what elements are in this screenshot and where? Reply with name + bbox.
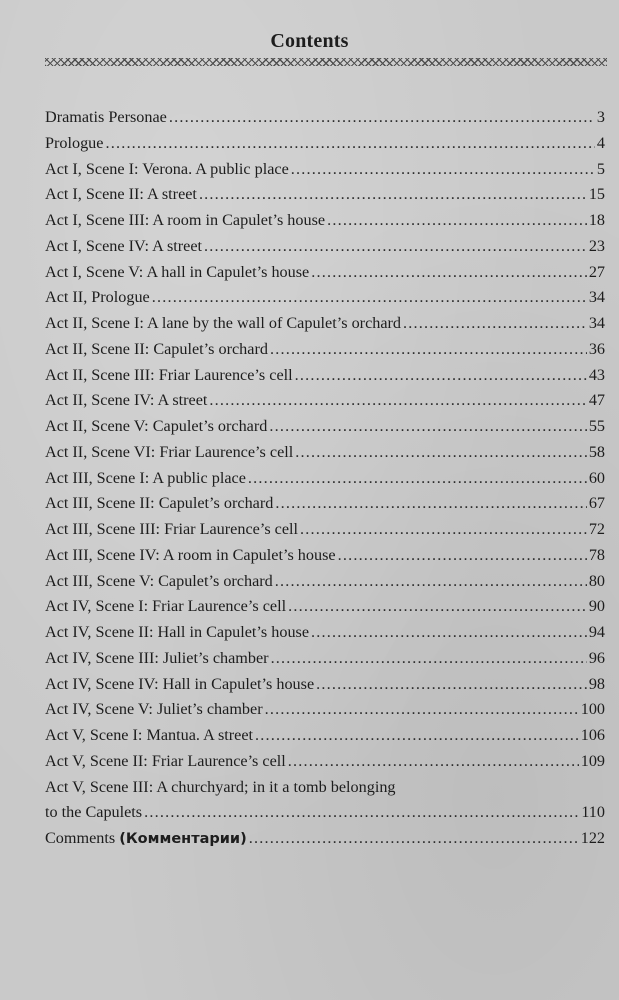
toc-entry-page: 3	[596, 108, 605, 126]
leader-dots	[295, 363, 587, 389]
leader-dots	[270, 337, 587, 363]
leader-dots	[327, 208, 587, 234]
leader-dots	[288, 594, 587, 620]
toc-entry-title: Act I, Scene I: Verona. A public place	[45, 159, 289, 178]
toc-entry[interactable]	[45, 285, 605, 311]
toc-entry-page: 109	[580, 751, 605, 770]
leader-dots	[199, 182, 587, 208]
toc-entry-page: 72	[588, 520, 605, 538]
toc-entry-title: Act I, Scene III: A room in Capulet’s house	[45, 211, 326, 229]
comments-title-russian: (Комментарии)	[119, 831, 247, 847]
toc-entry[interactable]	[45, 208, 605, 234]
toc-entry[interactable]	[45, 543, 605, 569]
toc-entry[interactable]	[45, 131, 605, 157]
decorative-divider	[45, 58, 607, 66]
leader-dots	[403, 311, 587, 337]
toc-entry-page: 18	[588, 211, 605, 229]
leader-dots	[209, 388, 586, 414]
toc-entry[interactable]	[45, 466, 605, 492]
toc-entry-page: 55	[588, 417, 605, 435]
toc-entry[interactable]	[45, 414, 605, 440]
toc-entry-page: 27	[588, 262, 605, 281]
toc-entry-title: Act I, Scene V: A hall in Capulet’s house	[45, 262, 310, 281]
toc-entry-page: 67	[588, 494, 605, 513]
toc-entry[interactable]	[45, 388, 605, 414]
toc-entry-title: Act III, Scene IV: A room in Capulet’s house	[45, 545, 336, 564]
toc-entry[interactable]	[45, 620, 605, 646]
toc-entry[interactable]	[45, 260, 605, 286]
leader-dots	[295, 440, 587, 466]
toc-entry-title: Act I, Scene IV: A street	[45, 236, 203, 255]
toc-entry-page: 122	[580, 829, 605, 847]
toc-entry-title: Act IV, Scene III: Juliet’s chamber	[45, 648, 269, 667]
toc-entry-page: 106	[580, 726, 605, 744]
leader-dots	[271, 646, 587, 672]
toc-entry-title: Act III, Scene II: Capulet’s orchard	[45, 494, 274, 513]
leader-dots	[248, 466, 587, 492]
toc-entry[interactable]	[45, 697, 605, 723]
leader-dots	[169, 105, 595, 131]
toc-entry-page: 80	[588, 571, 605, 590]
leader-dots	[288, 749, 579, 775]
leader-dots	[300, 517, 587, 543]
page-title: Contents	[270, 30, 349, 52]
toc-entry-page: 15	[588, 185, 605, 204]
toc-entry[interactable]	[45, 363, 605, 389]
toc-entry-page: 4	[596, 133, 605, 152]
toc-entry-title: Dramatis Personae	[45, 108, 167, 126]
leader-dots	[338, 543, 587, 569]
toc-entry-title: Act II, Scene VI: Friar Laurence’s cell	[45, 442, 294, 461]
leader-dots	[275, 491, 586, 517]
leader-dots	[275, 569, 587, 595]
leader-dots	[105, 131, 594, 157]
leader-dots	[265, 697, 579, 723]
toc-entry-title: Act I, Scene II: A street	[45, 185, 197, 204]
toc-entry-page: 58	[588, 442, 605, 461]
toc-entry-page: 34	[588, 314, 605, 332]
toc-entry[interactable]	[45, 440, 605, 466]
toc-entry-page: 47	[588, 391, 605, 410]
toc-entry[interactable]	[45, 182, 605, 208]
leader-dots	[311, 260, 587, 286]
leader-dots	[316, 672, 587, 698]
toc-entry-title: Act IV, Scene V: Juliet’s chamber	[45, 700, 263, 719]
toc-entry[interactable]	[45, 646, 605, 672]
toc-entry-page: 94	[588, 623, 605, 641]
toc-entry-title-line2: to the Capulets	[45, 803, 143, 822]
comments-title: Comments	[45, 829, 116, 847]
table-of-contents	[45, 105, 605, 852]
toc-entry-page: 96	[588, 648, 605, 667]
toc-entry[interactable]	[45, 491, 605, 517]
toc-entry-page: 78	[588, 545, 605, 564]
toc-entry-title: Act II, Scene III: Friar Laurence’s cell	[45, 365, 293, 384]
toc-entry-title: Act V, Scene I: Mantua. A street	[45, 726, 253, 744]
toc-entry[interactable]	[45, 337, 605, 363]
toc-entry-title: Act IV, Scene IV: Hall in Capulet’s house	[45, 674, 315, 693]
toc-entry-title: Act II, Prologue	[45, 288, 150, 307]
toc-entry[interactable]	[45, 517, 605, 543]
toc-entry[interactable]	[45, 723, 605, 749]
toc-entry-title: Act III, Scene III: Friar Laurence’s cell	[45, 520, 299, 538]
toc-entry[interactable]	[45, 105, 605, 131]
toc-entry-title: Act II, Scene II: Capulet’s orchard	[45, 339, 268, 358]
toc-entry[interactable]	[45, 569, 605, 595]
toc-entry-comments[interactable]	[45, 826, 605, 852]
toc-entry-title: Act III, Scene I: A public place	[45, 468, 246, 487]
toc-entry-title: Act II, Scene V: Capulet’s orchard	[45, 417, 268, 435]
toc-entry-title: Act IV, Scene II: Hall in Capulet’s house	[45, 623, 310, 641]
toc-entry-page: 100	[580, 700, 605, 719]
toc-entry-page: 110	[581, 803, 605, 822]
toc-entry-title: Act III, Scene V: Capulet’s orchard	[45, 571, 273, 590]
toc-entry-title	[45, 826, 247, 853]
toc-entry-page: 43	[588, 365, 605, 384]
leader-dots	[249, 826, 579, 852]
leader-dots	[269, 414, 586, 440]
toc-entry-title-line1: Act V, Scene III: A churchyard; in it a tomb belonging	[45, 777, 396, 796]
toc-entry-page: 5	[596, 159, 605, 178]
toc-entry-title: Act II, Scene I: A lane by the wall of Capulet’s orchard	[45, 314, 402, 332]
leader-dots	[311, 620, 587, 646]
leader-dots	[152, 285, 587, 311]
leader-dots	[255, 723, 579, 749]
leader-dots	[204, 234, 587, 260]
toc-entry-title: Act II, Scene IV: A street	[45, 391, 208, 410]
toc-entry[interactable]	[45, 672, 605, 698]
toc-entry-page: 98	[588, 674, 605, 693]
toc-entry[interactable]	[45, 311, 605, 337]
toc-entry[interactable]	[45, 749, 605, 775]
leader-dots	[291, 157, 595, 183]
toc-entry-title: Act V, Scene II: Friar Laurence’s cell	[45, 751, 286, 770]
toc-entry-title: Prologue	[45, 133, 104, 152]
toc-entry-page: 90	[588, 597, 605, 616]
toc-entry-page: 60	[588, 468, 605, 487]
toc-entry-page: 36	[588, 339, 605, 358]
toc-entry-page: 34	[588, 288, 605, 307]
toc-entry[interactable]	[45, 594, 605, 620]
leader-dots	[144, 800, 579, 826]
toc-entry-title: Act IV, Scene I: Friar Laurence’s cell	[45, 597, 287, 616]
toc-entry-page: 23	[588, 236, 605, 255]
toc-entry-act-5-scene-3[interactable]	[45, 775, 605, 827]
toc-entry[interactable]	[45, 157, 605, 183]
toc-entry[interactable]	[45, 234, 605, 260]
